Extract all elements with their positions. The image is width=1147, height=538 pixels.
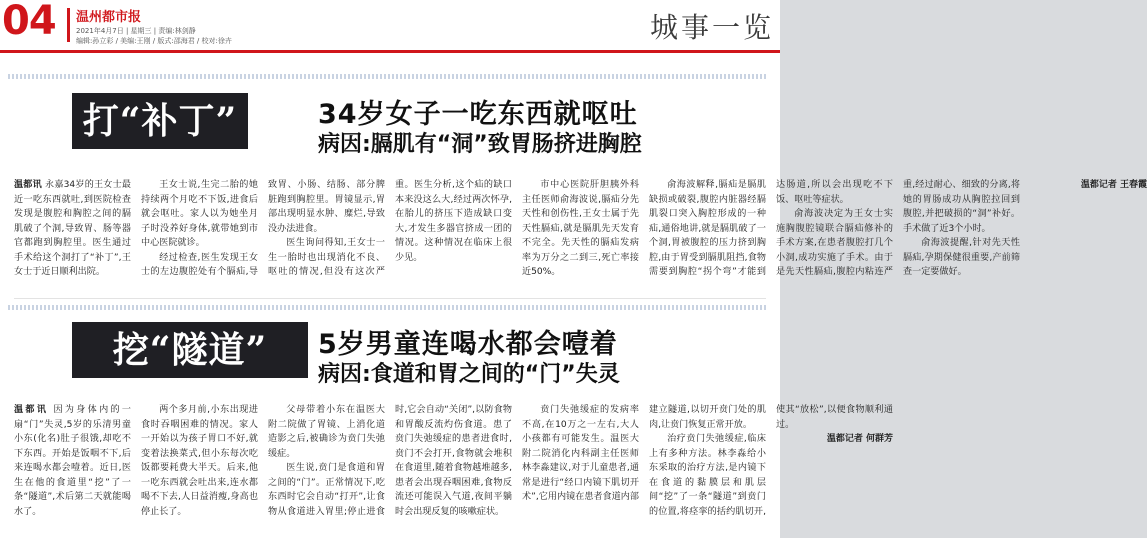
article2-paragraph: 治疗贲门失弛缓症,临床上有多种方法。林李淼给小东采取的治疗方法,是内镜下在食道的黏膜层和肌层间“挖”了一条“隧道”到贲门的位置,将痉挛的括约肌切开,使其“放松”,以便食物顺利通过。 xyxy=(649,405,893,517)
header-rule xyxy=(0,50,780,53)
article2-body xyxy=(14,403,893,529)
article1-paragraph: 经过检查,医生发现王女士的左边腹腔处有个膈疝,导致胃、小肠、结肠、部分脾脏跑到胸腔里。胃镜显示,胃部出现明显水肿、糜烂,导致没办法进食。 xyxy=(141,180,385,277)
article2-paragraph: 父母带着小东在温医大附二院做了胃镜、上消化道造影之后,被确诊为贲门失弛缓症。 xyxy=(268,405,385,459)
article1-paragraph: 温都讯 永嘉34岁的王女士最近一吃东西就吐,到医院检查发现是腹腔和胸腔之间的膈肌破了个洞,导致胃、肠等器官都跑到胸腔里。医生通过手术给这个洞打了“补丁”,王女士于近日顺利出院。 xyxy=(14,180,131,277)
article2-byline: 温都讯 xyxy=(14,405,49,415)
article2-headline: 5岁男童连喝水都会噎着 xyxy=(318,329,618,360)
header-divider xyxy=(67,8,70,42)
article1-body xyxy=(14,178,1147,290)
article1-paragraph: 市中心医院肝胆胰外科主任医师俞海波说,膈疝分先天性和创伤性,王女士属于先天性膈疝,就是膈肌先天发育不完全。先天性的膈疝发病率为万分之二到三,死亡率接近50%。 xyxy=(522,180,639,277)
article2-signature: 温都记者 何群芳 xyxy=(826,434,893,444)
article-band xyxy=(8,74,766,79)
article1-signature: 温都记者 王春霞 xyxy=(1080,180,1147,190)
article-band xyxy=(8,305,766,310)
page-header xyxy=(0,0,780,50)
article1-byline: 温都讯 xyxy=(14,180,42,190)
article-divider xyxy=(14,298,766,299)
article1-paragraph: 俞海波提醒,针对先天性膈疝,孕期保健很重要,产前筛查一定要做好。 xyxy=(903,238,1020,277)
article2-paragraph: 两个多月前,小东出现进食时吞咽困难的情况。家人一开始以为孩子胃口不好,就变着法换菜式,但小东每次吃饭都要耗费大半天。后来,他一吃东西就会吐出来,连水都喝不下去,人日益消瘦,身高也停止长了。 xyxy=(141,405,258,517)
article1-paragraph: 俞海波决定为王女士实施胸腹腔镜联合膈疝修补的手术方案,在患者腹腔打几个小洞,成功实施了手术。由于是先天性膈疝,腹腔内粘连严重,经过耐心、细致的分离,将她的胃肠成功从胸腔拉回到腹腔,并把破损的“洞”补好。手术做了近3个小时。 xyxy=(776,180,1020,277)
section-title: 城事一览 xyxy=(649,11,774,44)
page-number: 04 xyxy=(2,0,56,44)
article1-paragraph: 王女士说,生完二胎的她持续两个月吃不下饭,进食后就会呕吐。家人以为她坐月子时没养好身体,就带她到市中心医院就诊。 xyxy=(141,180,258,248)
issue-meta: 2021年4月7日 | 星期三 | 责编:林剑静 xyxy=(76,27,196,35)
article2-subhead: 病因:食道和胃之间的“门”失灵 xyxy=(318,362,620,387)
article2-paragraph: 贲门失弛缓症的发病率不高,在10万之一左右,大人小孩都有可能发生。温医大附二院消化内科副主任医师林李淼建议,对于儿童患者,通常是进行“经口内镜下肌切开术”,它用内镜在患者食道内部建立隧道,以切开贲门处的肌肉,让贲门恢复正常开放。 xyxy=(522,405,766,502)
article1-headline: 34岁女子一吃东西就呕吐 xyxy=(318,99,638,130)
paper-name: 温州都市报 xyxy=(76,10,142,25)
article1-kicker: 打“补丁” xyxy=(72,93,248,149)
article2-paragraph: 医生说,贲门是食道和胃之间的“门”。正常情况下,吃东西时它会自动“打开”,让食物从食道进入胃里;停止进食时,它会自动“关闭”,以防食物和胃酸反流灼伤食道。患了贲门失弛缓症的患者进食时,贲门不会打开,食物就会堆积在食道里,随着食物越堆越多,患者会出现吞咽困难,食物反流还可能误入气道,夜间平躺时会出现反复的咳嗽症状。 xyxy=(268,405,512,517)
editor-meta: 编辑:孙立彩 / 美编:王刚 / 版式:邵海君 / 校对:徐卉 xyxy=(76,37,232,45)
article1-subhead: 病因:膈肌有“洞”致胃肠挤进胸腔 xyxy=(318,132,642,157)
article2-paragraph: 温都讯 因为身体内的一扇“门”失灵,5岁的乐清男童小东(化名)肚子很饿,却吃不下东西。开始是饭咽不下,后来连喝水都会噎着。近日,医生在他的食道里“挖”了一条“隧道”,术后第二天就能喝水了。 xyxy=(14,405,131,517)
article1-paragraph: 俞海波解释,膈疝是膈肌缺损或破裂,腹腔内脏器经膈肌裂口突入胸腔形成的一种疝,通俗地讲,就是膈肌破了一个洞,胃被腹腔的压力挤到胸腔,由于胃受到膈肌阻挡,食物需要到胸腔“拐个弯”才能到达肠道,所以会出现吃不下饭、呕吐等症状。 xyxy=(649,180,893,277)
article2-kicker: 挖“隧道” xyxy=(72,322,308,378)
article1-paragraph: 医生询问得知,王女士一生一胎时也出现消化不良、呕吐的情况,但没有这次严重。医生分析,这个疝的缺口本来没这么大,经过两次怀孕,在胎儿的挤压下造成缺口变大,才发生多器官挤成一团的情况。这种情况在临床上很少见。 xyxy=(268,180,512,277)
